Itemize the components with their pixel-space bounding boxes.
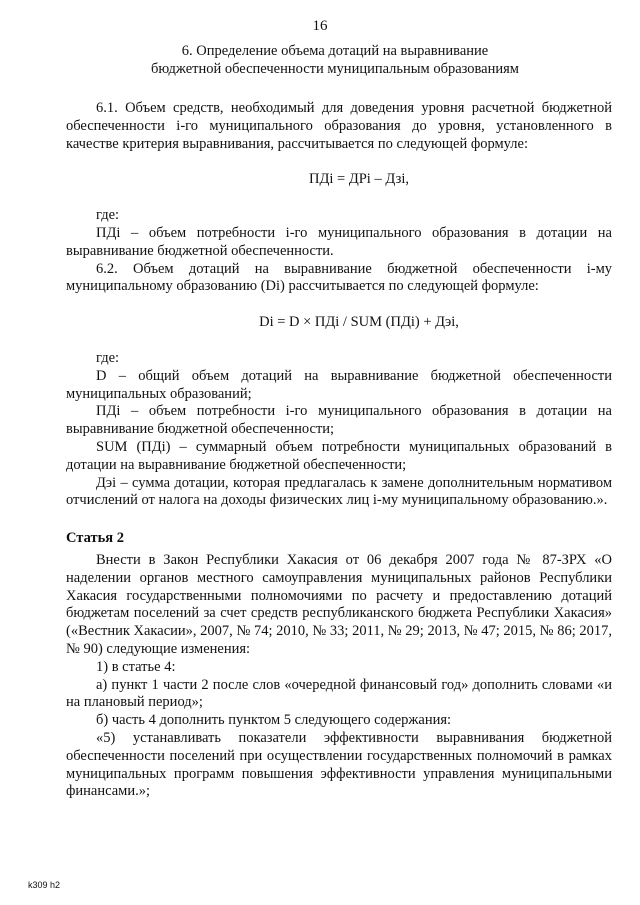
page-number: 16 bbox=[312, 18, 328, 34]
paragraph-6-2: 6.2. Объем дотаций на выравнивание бюджетной обеспеченности i-му муниципальному образованию (Di) рассчитывается по следующей формуле: bbox=[66, 260, 612, 295]
definition-sum: SUM (ПДi) – суммарный объем потребности муниципальных образований в дотации на выравнивание бюджетной обеспеченности; bbox=[66, 438, 612, 473]
article-2-intro: Внести в Закон Республики Хакасия от 06 декабря 2007 года № 87-ЗРХ «О наделении органов местного самоуправления муниципальных районов Республики Хакасия государственными полномочиями по расчету и предоставлению дотаций бюджетам поселений за счет средств республиканского бюджета Республики Хакасия» («Вестник Хакасии», 2007, № 74; 2010, № 33; 2011, № 29; 2013, № 47; 2015, № 86; 2017, № 90) следующие изменения: bbox=[66, 551, 612, 657]
article-2-item-5: «5) устанавливать показатели эффективности выравнивания бюджетной обеспеченности поселений при осуществлении государственных полномочий в рамках муниципальных программ повышения эффективности управления муниципальными финансами.»; bbox=[66, 729, 612, 800]
definition-pdi-1: ПДi – объем потребности i-го муниципального образования в дотации на выравнивание бюджетной обеспеченности. bbox=[66, 224, 612, 259]
article-2-item-1: 1) в статье 4: bbox=[96, 658, 176, 675]
definition-dei: Дэi – сумма дотации, которая предлагалась к замене дополнительным нормативом отчислений от налога на доходы физических лиц i-му муниципальному образованию.». bbox=[66, 474, 612, 509]
where-label-2: где: bbox=[96, 349, 120, 366]
definition-pdi-2: ПДi – объем потребности i-го муниципального образования в дотации на выравнивание бюджетной обеспеченности; bbox=[66, 403, 612, 438]
article-2-item-a: а) пункт 1 части 2 после слов «очередной финансовый год» дополнить словами «и на плановый период»; bbox=[66, 676, 612, 711]
article-2-title: Статья 2 bbox=[66, 530, 124, 547]
where-label-1: где: bbox=[96, 207, 120, 224]
paragraph-6-1: 6.1. Объем средств, необходимый для доведения уровня расчетной бюджетной обеспеченности i-го муниципального образования до уровня, установленного в качестве критерия выравнивания, рассчитывается по следующей формуле: bbox=[66, 100, 612, 152]
section-title-line-2: бюджетной обеспеченности муниципальным образованиям bbox=[151, 61, 519, 77]
formula-pdi: ПДi = ДРi – Дзi, bbox=[309, 171, 409, 188]
section-heading bbox=[60, 42, 610, 78]
article-2-item-b: б) часть 4 дополнить пунктом 5 следующего содержания: bbox=[96, 712, 452, 729]
footer-code: k309 h2 bbox=[28, 880, 61, 890]
definition-d: D – общий объем дотаций на выравнивание бюджетной обеспеченности муниципальных образований; bbox=[66, 367, 612, 402]
spacer bbox=[66, 510, 612, 530]
document-body bbox=[66, 100, 612, 801]
section-title-line-1: 6. Определение объема дотаций на выравнивание bbox=[181, 43, 489, 59]
formula-di: Di = D × ПДi / SUM (ПДi) + Дэi, bbox=[259, 314, 459, 331]
